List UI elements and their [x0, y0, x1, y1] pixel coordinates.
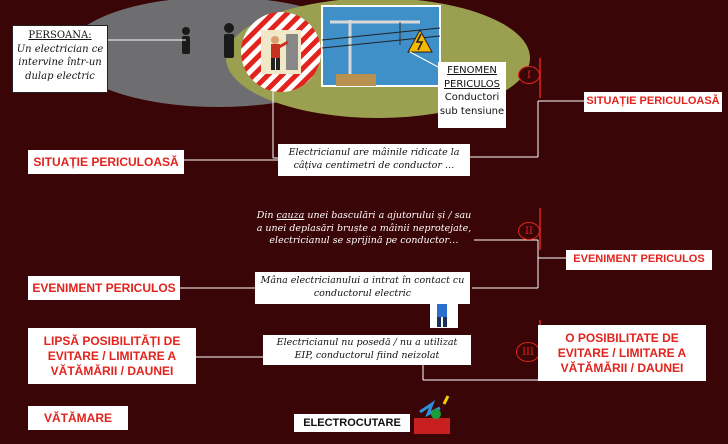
person-line: dulap electric: [25, 70, 95, 82]
note-line: Electricianul nu posedă / nu a utilizat: [276, 337, 458, 349]
note-ppe: [263, 335, 471, 365]
step-marker-i: I: [518, 66, 540, 84]
label-avoidance-possibility: [538, 325, 706, 381]
hazard-phenomenon-box: [438, 62, 506, 128]
note-text: unei basculări a ajutorului și / sau: [304, 209, 472, 221]
person-description-box: [12, 25, 108, 93]
note-line: conductorul electric: [313, 288, 412, 299]
note-underlined-word: cauza: [276, 209, 305, 221]
note-text: Din: [256, 209, 277, 221]
phenomenon-title: FENOMEN: [447, 65, 497, 76]
note-line: [257, 210, 472, 223]
note-line: Electricianul are mâinile ridicate la: [288, 147, 460, 159]
person-title: PERSOANA:: [28, 30, 92, 41]
step-marker-iii: III: [516, 342, 540, 362]
label-hazardous-situation-left: SITUAȚIE PERICULOASĂ: [28, 150, 184, 174]
note-line: Mâna electricianului a intrat în contact cu: [260, 275, 465, 287]
label-electrocution: ELECTROCUTARE: [294, 414, 410, 432]
label-harm: VĂTĂMARE: [28, 406, 128, 430]
label-line: VĂTĂMĂRII / DAUNEI: [50, 363, 174, 378]
note-line: câțiva centimetri de conductor …: [293, 160, 455, 171]
note-situation: [278, 144, 470, 176]
label-line: EVITARE / LIMITARE A: [47, 348, 177, 363]
label-no-avoidance-possibility: [28, 328, 196, 384]
label-line: O POSIBILITATE DE: [565, 330, 679, 345]
label-line: EVITARE / LIMITARE A: [557, 345, 687, 360]
person-line: intervine într-un: [18, 57, 102, 68]
label-hazardous-event-left: EVENIMENT PERICULOS: [28, 276, 180, 300]
phenomenon-line: sub tensiune: [439, 105, 505, 117]
note-contact: [255, 272, 470, 304]
note-line: EIP, conductorul fiind neizolat: [294, 350, 440, 361]
label-hazardous-event-right: EVENIMENT PERICULOS: [566, 250, 712, 270]
electrocution-icon: [414, 396, 450, 434]
phenomenon-line: Conductori: [444, 92, 500, 103]
label-line: VĂTĂMĂRII / DAUNEI: [560, 360, 684, 375]
note-line: electricianul se sprijină pe conductor…: [269, 235, 459, 247]
label-line: LIPSĂ POSIBILITĂȚI DE: [43, 333, 181, 348]
note-line: a unei deplasări bruște a mâinii neprotejate,: [256, 222, 472, 234]
phenomenon-title: PERICULOS: [444, 78, 500, 90]
label-hazardous-situation-right: SITUAȚIE PERICULOASĂ: [584, 92, 722, 112]
person-line: Un electrician ce: [16, 43, 104, 55]
step-marker-ii: II: [518, 222, 540, 240]
note-cause: [254, 206, 474, 252]
